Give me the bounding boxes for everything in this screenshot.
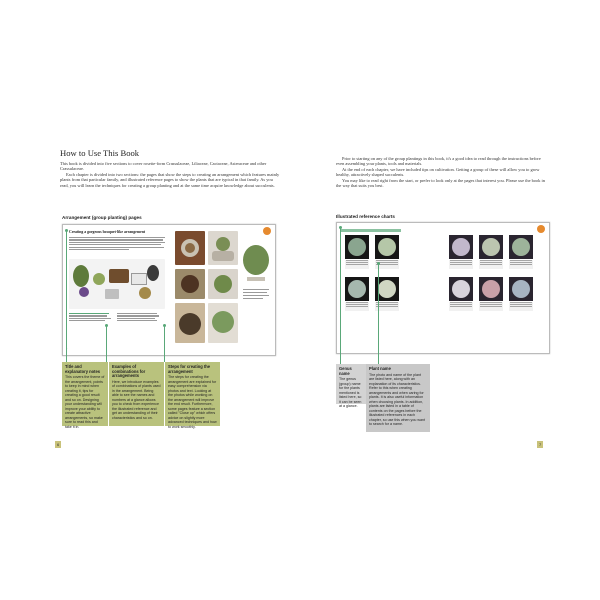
callout-plant-name: Plant name The photo and name of the plant are listed here, along with an explanation of its characteristics. Refer to this when creating arrangements and when caring for plants. It is also useful information when choosing plants. In addition, plants are listed in a table of contents on the pages before the illustrated references in each chapter, so use this when you want to search for a name. <box>366 364 430 432</box>
page-number-left: 6 <box>57 442 60 447</box>
genus-bar <box>341 229 401 232</box>
right-paragraph-3: You may like to read right from the start, or prefer to look only at the pages that interest you. Please use the book in the way that suits you best. <box>336 177 545 189</box>
step-photo-1 <box>175 231 205 265</box>
step-photo-7 <box>241 231 271 343</box>
step-photo-2 <box>208 231 238 265</box>
right-page-text <box>336 156 546 188</box>
chapter-badge <box>537 225 545 233</box>
plant-card <box>449 235 473 269</box>
step-photo-4 <box>208 269 238 299</box>
left-page-text <box>60 148 282 188</box>
body-paragraph: Each chapter is divided into two sections: the pages that show the steps to creating an arrangement which features mainly plants from that particular family, and illustrated reference pages to show the plants that are typical in that family. As you read, you will learn the techniques for creating a group planting and at the same time acquire knowledge about succulents. <box>60 171 280 188</box>
page-heading: How to Use This Book <box>60 148 140 158</box>
reference-sample-page <box>336 222 550 354</box>
step-photo-5 <box>175 303 205 343</box>
leader-line <box>66 230 67 362</box>
sample-title: Creating a gorgeous bouquet-like arrangement <box>69 230 146 234</box>
plant-card <box>479 277 503 311</box>
plant-card <box>449 277 473 311</box>
callout-steps: Steps for creating the arrangement The steps for creating the arrangement are explained for easy comprehension via photos and text. Looking at the photos while working on the arrangement will improve the end result. Furthermore, some pages feature a section called "Close up" which offers advice on slightly more advanced techniques and how to work smoothly. <box>164 362 220 426</box>
chapter-badge <box>263 227 271 235</box>
callout-combinations: Examples of combinations for arrangements Here, we introduce examples of combinations of plants used in the arrangement. Being able to see the names and numbers at a glance allows you to check from experience the illustrated reference and get an understanding of their characteristics and so on. <box>108 362 164 426</box>
section-label-arrangement: Arrangement (group planting) pages <box>62 215 142 220</box>
plant-card <box>509 277 533 311</box>
right-paragraph-2: At the end of each chapter, we have included tips on cultivation. Getting a group of these will allow you to grow healthy, attractively shaped succulents. <box>336 166 540 178</box>
section-label-reference: Illustrated reference charts <box>336 214 395 219</box>
step-photo-6 <box>208 303 238 343</box>
arrangement-sample-page: Creating a gorgeous bouquet-like arrangement · <box>62 224 276 356</box>
callout-genus-name: Genus name The genus (group) name for the plants mentioned is listed here, so it can be seen at a glance. <box>336 364 366 404</box>
plant-card <box>345 235 369 269</box>
intro-paragraph: This book is divided into five sections to cover rosette-form Crassulaceae, Liliaceae, Cactaceae, Asteraceae and other Crassulaceae. <box>60 161 267 172</box>
callout-title-notes: Title and explanatory notes This covers the theme of the arrangement, points to keep in mind when creating it, tips for creating a good result and so on. Designing your understanding will improve your ability to create attractive arrangements, so make sure to read this and take it in. <box>62 362 108 426</box>
step-photo-3 <box>175 269 205 299</box>
right-paragraph-1: Prior to starting on any of the group plantings in this book, it's a good idea to read through the instructions before even assembling your plants, tools and materials. <box>336 156 541 167</box>
plant-card <box>345 277 369 311</box>
page-number-right: 7 <box>539 442 542 447</box>
plant-card <box>509 235 533 269</box>
sample-notes-lines <box>69 237 165 251</box>
plant-card <box>479 235 503 269</box>
combination-photo <box>69 259 165 309</box>
